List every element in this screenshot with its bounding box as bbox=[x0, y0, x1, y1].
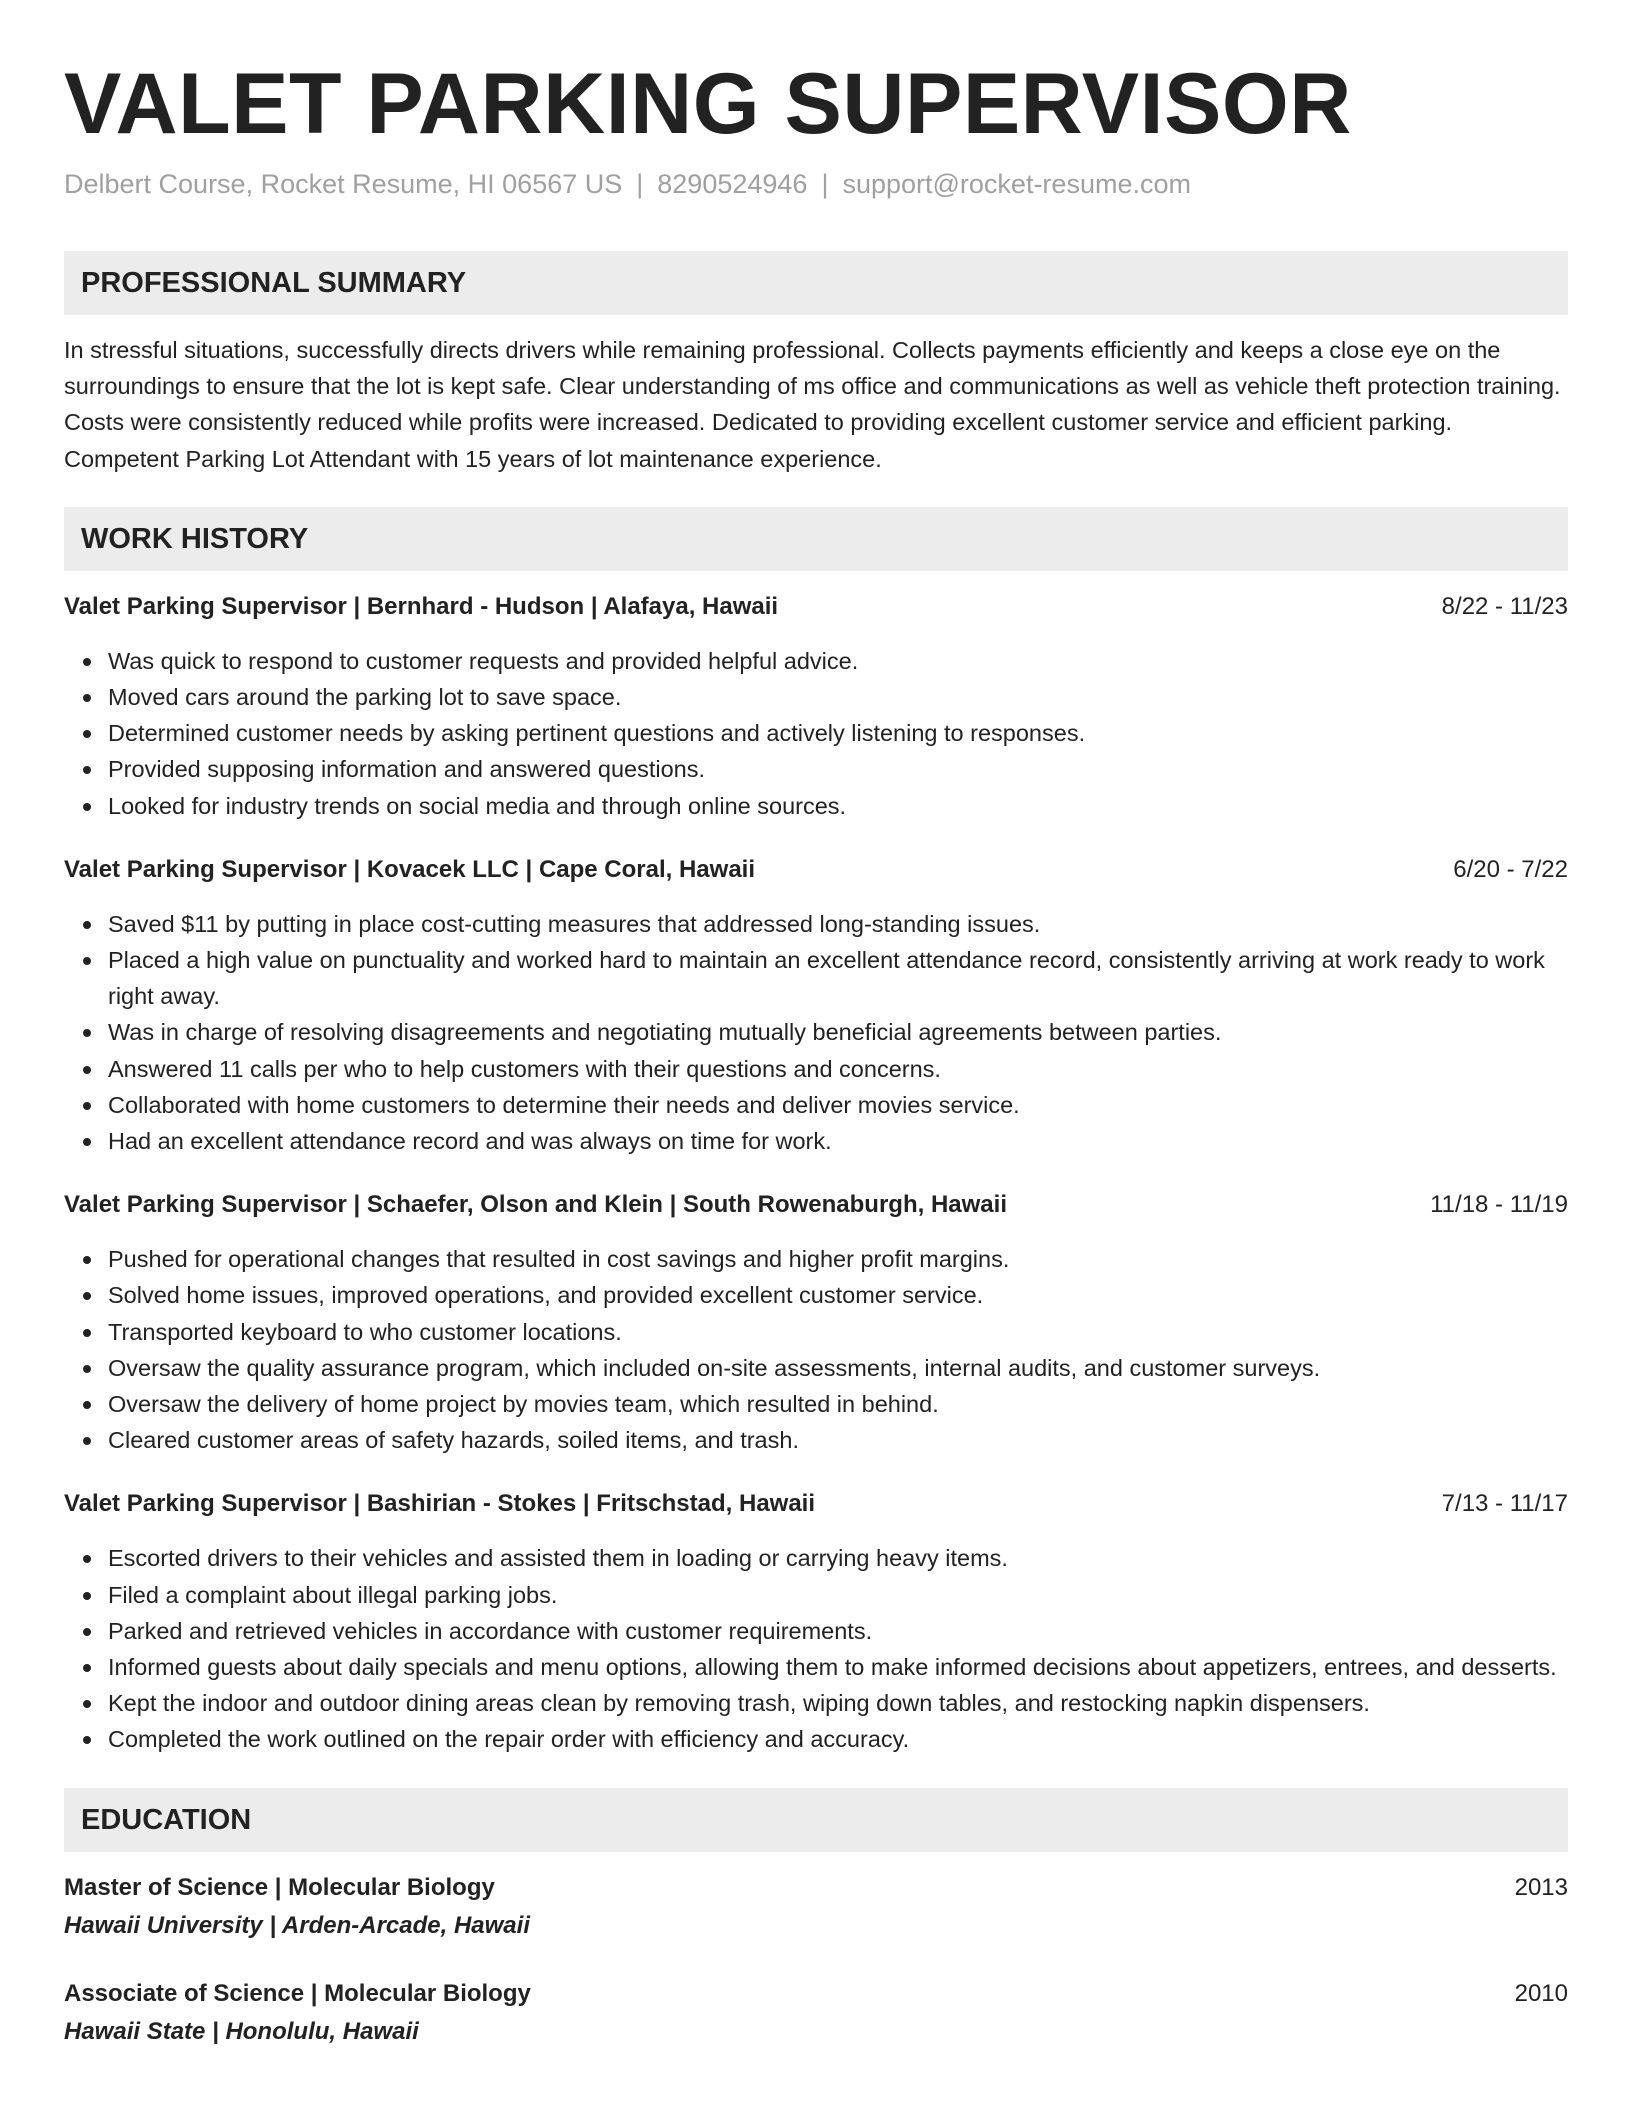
job-bullet: Filed a complaint about illegal parking jobs. bbox=[108, 1577, 1568, 1613]
job-bullet: Provided supposing information and answered questions. bbox=[108, 751, 1568, 787]
job-dates: 7/13 - 11/17 bbox=[1441, 1490, 1568, 1518]
job-bullet: Oversaw the delivery of home project by movies team, which resulted in behind. bbox=[108, 1386, 1568, 1422]
job-bullet: Solved home issues, improved operations, and provided excellent customer service. bbox=[108, 1277, 1568, 1313]
job-dates: 8/22 - 11/23 bbox=[1441, 592, 1568, 620]
job-bullet: Looked for industry trends on social media and through online sources. bbox=[108, 788, 1568, 824]
job-title: Valet Parking Supervisor | Kovacek LLC | Cape Coral, Hawaii bbox=[64, 855, 756, 883]
job-entry bbox=[64, 589, 1568, 824]
section-header-work-history: WORK HISTORY bbox=[64, 507, 1568, 571]
job-entry bbox=[64, 1187, 1568, 1458]
job-bullet: Cleared customer areas of safety hazards, soiled items, and trash. bbox=[108, 1422, 1568, 1458]
section-header-summary: PROFESSIONAL SUMMARY bbox=[64, 251, 1568, 315]
education-degree: Associate of Science | Molecular Biology bbox=[64, 1979, 531, 2007]
job-bullet: Completed the work outlined on the repair order with efficiency and accuracy. bbox=[108, 1721, 1568, 1757]
job-header bbox=[64, 1187, 1568, 1223]
education-degree: Master of Science | Molecular Biology bbox=[64, 1873, 495, 1901]
job-bullet: Placed a high value on punctuality and worked hard to maintain an excellent attendance record, consistently arriving at work ready to work right away. bbox=[108, 942, 1568, 1014]
job-dates: 6/20 - 7/22 bbox=[1453, 855, 1568, 883]
job-bullet: Was quick to respond to customer requests and provided helpful advice. bbox=[108, 643, 1568, 679]
job-bullet: Kept the indoor and outdoor dining areas clean by removing trash, wiping down tables, and restocking napkin dispensers. bbox=[108, 1685, 1568, 1721]
job-bullet: Oversaw the quality assurance program, which included on-site assessments, internal audits, and customer surveys. bbox=[108, 1350, 1568, 1386]
job-title: Valet Parking Supervisor | Bernhard - Hudson | Alafaya, Hawaii bbox=[64, 592, 779, 620]
contact-email: support@rocket-resume.com bbox=[842, 169, 1191, 199]
job-bullets bbox=[64, 1241, 1568, 1458]
job-bullet: Informed guests about daily specials and menu options, allowing them to make informed decisions about appetizers, entrees, and desserts. bbox=[108, 1649, 1568, 1685]
job-header bbox=[64, 589, 1568, 625]
contact-address: Delbert Course, Rocket Resume, HI 06567 US bbox=[64, 169, 623, 199]
education-school: Hawaii State | Honolulu, Hawaii bbox=[64, 2017, 419, 2045]
job-bullet: Was in charge of resolving disagreements and negotiating mutually beneficial agreements between parties. bbox=[108, 1014, 1568, 1050]
job-bullet: Determined customer needs by asking pertinent questions and actively listening to responses. bbox=[108, 715, 1568, 751]
job-title: Valet Parking Supervisor | Schaefer, Olson and Klein | South Rowenaburgh, Hawaii bbox=[64, 1191, 1007, 1219]
education-entry bbox=[64, 1870, 1568, 1946]
job-bullets bbox=[64, 906, 1568, 1159]
job-bullet: Had an excellent attendance record and was always on time for work. bbox=[108, 1123, 1568, 1159]
job-dates: 11/18 - 11/19 bbox=[1430, 1191, 1568, 1219]
summary-text: In stressful situations, successfully directs drivers while remaining professional. Collects payments efficiently and keeps a close eye on the surroundings to ensure that the lot is kept safe. Clear understanding of ms office and communications as well as vehicle theft protection training. Costs were consistently reduced while profits were increased. Dedicated to providing excellent customer service and efficient parking. Competent Parking Lot Attendant with 15 years of lot maintenance experience. bbox=[64, 337, 1561, 472]
education-year: 2010 bbox=[1514, 1979, 1568, 2007]
candidate-name: VALET PARKING SUPERVISOR bbox=[64, 56, 1352, 152]
contact-line bbox=[64, 166, 1568, 202]
job-bullets bbox=[64, 643, 1568, 824]
contact-separator: | bbox=[821, 169, 829, 199]
job-header bbox=[64, 852, 1568, 888]
section-header-education: EDUCATION bbox=[64, 1788, 1568, 1852]
education-school: Hawaii University | Arden-Arcade, Hawaii bbox=[64, 1911, 530, 1939]
education-header bbox=[64, 1870, 1568, 1906]
education-header bbox=[64, 1976, 1568, 2012]
job-bullet: Collaborated with home customers to determine their needs and deliver movies service. bbox=[108, 1087, 1568, 1123]
job-bullets bbox=[64, 1540, 1568, 1757]
job-entry bbox=[64, 1486, 1568, 1757]
job-bullet: Answered 11 calls per who to help customers with their questions and concerns. bbox=[108, 1051, 1568, 1087]
job-entry bbox=[64, 852, 1568, 1159]
job-bullet: Escorted drivers to their vehicles and assisted them in loading or carrying heavy items. bbox=[108, 1540, 1568, 1576]
job-bullet: Transported keyboard to who customer locations. bbox=[108, 1314, 1568, 1350]
education-year: 2013 bbox=[1514, 1873, 1568, 1901]
job-bullet: Moved cars around the parking lot to save space. bbox=[108, 679, 1568, 715]
job-bullet: Pushed for operational changes that resulted in cost savings and higher profit margins. bbox=[108, 1241, 1568, 1277]
education-entry bbox=[64, 1976, 1568, 2052]
job-header bbox=[64, 1486, 1568, 1522]
job-bullet: Saved $11 by putting in place cost-cutting measures that addressed long-standing issues. bbox=[108, 906, 1568, 942]
contact-separator: | bbox=[636, 169, 644, 199]
contact-phone: 8290524946 bbox=[657, 169, 808, 199]
job-title: Valet Parking Supervisor | Bashirian - Stokes | Fritschstad, Hawaii bbox=[64, 1490, 816, 1518]
job-bullet: Parked and retrieved vehicles in accordance with customer requirements. bbox=[108, 1613, 1568, 1649]
